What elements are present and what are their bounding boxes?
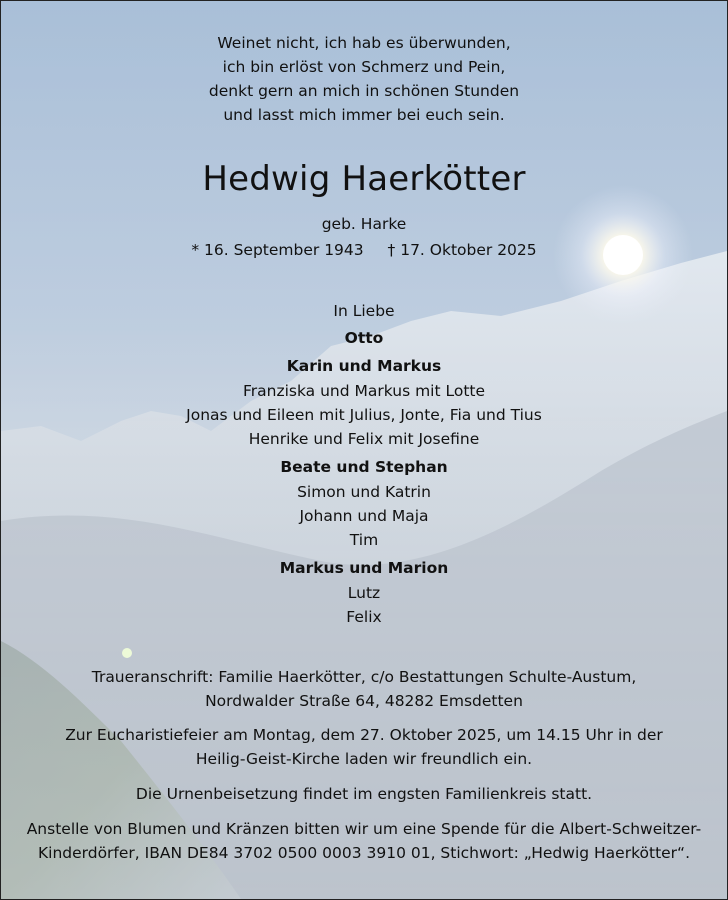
service-line-1: Zur Eucharistiefeier am Montag, dem 27. Oktober 2025, um 14.15 Uhr in der (65, 726, 663, 744)
address-line-2: Nordwalder Straße 64, 48282 Emsdetten (205, 692, 523, 710)
birth-date: * 16. September 1943 (191, 241, 364, 259)
mourner-line: Otto (344, 329, 384, 347)
mourner-line: Franziska und Markus mit Lotte (242, 382, 486, 400)
mourners-intro: In Liebe (333, 302, 395, 320)
mourner-line: Henrike und Felix mit Josefine (248, 430, 480, 448)
mourner-line: Felix (346, 608, 382, 626)
poem-line-1: Weinet nicht, ich hab es überwunden, (217, 34, 511, 52)
birth-name: geb. Harke (321, 215, 407, 233)
mourner-line: Simon und Katrin (297, 483, 431, 501)
donation-line-2: Kinderdörfer, IBAN DE84 3702 0500 0003 3910 01, Stichwort: „Hedwig Haerkötter“. (37, 844, 691, 862)
life-dates (1, 240, 727, 260)
mourner-line: Beate und Stephan (280, 458, 448, 476)
mourner-line: Jonas und Eileen mit Julius, Jonte, Fia und Tius (186, 406, 542, 424)
lens-flare (122, 648, 132, 658)
mourner-line: Karin und Markus (286, 357, 442, 375)
poem-line-4: und lasst mich immer bei euch sein. (223, 106, 505, 124)
mourner-line: Tim (349, 531, 379, 549)
urn-burial-note: Die Urnenbeisetzung findet im engsten Familienkreis statt. (135, 785, 593, 803)
service-line-2: Heilig-Geist-Kirche laden wir freundlich ein. (195, 750, 533, 768)
poem-line-2: ich bin erlöst von Schmerz und Pein, (222, 58, 506, 76)
mourner-line: Johann und Maja (299, 507, 429, 525)
address-line-1: Traueranschrift: Familie Haerkötter, c/o Bestattungen Schulte-Austum, (91, 668, 637, 686)
death-date: † 17. Oktober 2025 (387, 241, 537, 259)
poem-line-3: denkt gern an mich in schönen Stunden (208, 82, 520, 100)
donation-line-1: Anstelle von Blumen und Kränzen bitten wir um eine Spende für die Albert-Schweitzer- (26, 820, 702, 838)
mourner-line: Markus und Marion (279, 559, 449, 577)
deceased-name: Hedwig Haerkötter (202, 159, 526, 199)
mourner-line: Lutz (347, 584, 381, 602)
